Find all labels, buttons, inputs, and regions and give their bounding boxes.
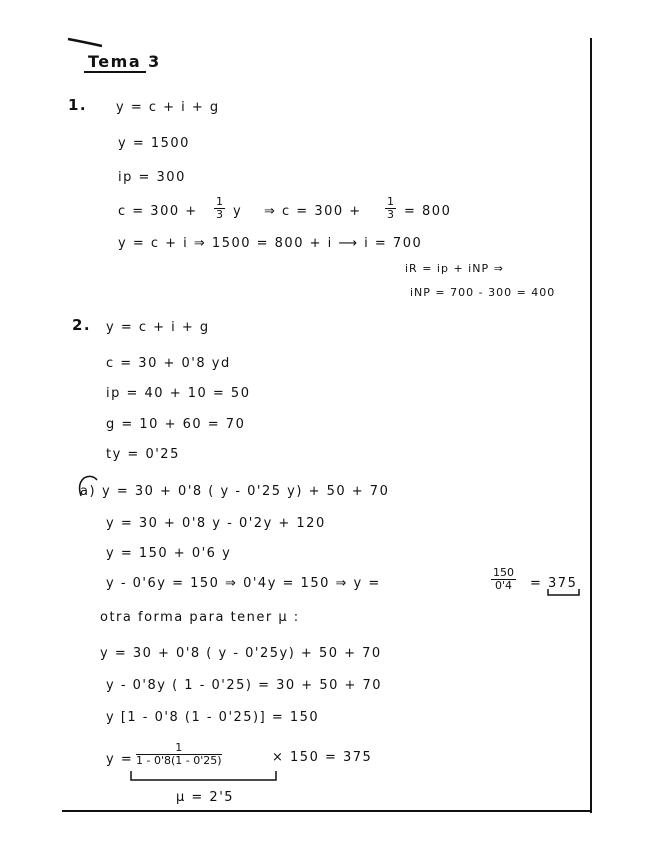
fraction-numerator: 1 <box>387 195 394 208</box>
header-stroke <box>66 36 106 50</box>
equation-line: ip = 40 + 10 = 50 <box>106 386 251 401</box>
equation-line: × 150 = 375 <box>272 750 373 765</box>
equation-line: y = 30 + 0'8 y - 0'2y + 120 <box>106 516 326 531</box>
multiplier-bracket <box>128 770 280 784</box>
fraction-numerator: 150 <box>493 566 514 579</box>
equation-line: c = 30 + 0'8 yd <box>106 356 231 371</box>
equation-line: g = 10 + 60 = 70 <box>106 417 246 432</box>
page-title: Tema 3 <box>88 52 161 71</box>
page-border-bottom <box>62 810 590 812</box>
equation-line: y = c + i + g <box>116 100 220 115</box>
equation-line: y [1 - 0'8 (1 - 0'25)] = 150 <box>106 710 320 725</box>
section-1-number: 1. <box>68 96 88 114</box>
equation-line: ty = 0'25 <box>106 447 180 462</box>
fraction-numerator: 1 <box>136 742 222 755</box>
fraction-denominator: 0'4 <box>494 579 513 592</box>
page-border-right <box>590 38 592 813</box>
equation-line: = 375 <box>530 576 578 591</box>
fraction-multiplier <box>136 742 222 767</box>
section-2-number: 2. <box>72 316 92 334</box>
equation-line: = 800 <box>404 204 452 219</box>
fraction-denominator: 3 <box>387 208 394 221</box>
fraction-denominator: 1 - 0'8(1 - 0'25) <box>136 754 222 767</box>
equation-line: otra forma para tener μ : <box>100 610 300 625</box>
fraction-one-third <box>385 196 396 221</box>
fraction-denominator: 3 <box>216 208 223 221</box>
fraction-numerator: 1 <box>216 195 223 208</box>
equation-line: y - 0'6y = 150 ⇒ 0'4y = 150 ⇒ y = <box>106 576 381 591</box>
equation-line: iR = ip + iNP ⇒ <box>405 262 504 275</box>
fraction-150-over-0-4 <box>491 567 516 592</box>
equation-line: c = 300 + <box>118 204 198 219</box>
equation-line: y = <box>106 752 134 767</box>
equation-line: y = c + i ⇒ 1500 = 800 + i ⟶ i = 700 <box>118 236 423 251</box>
equation-line: y = c + i + g <box>106 320 210 335</box>
multiplier-result: μ = 2'5 <box>176 790 235 805</box>
equation-line: y = 30 + 0'8 ( y - 0'25 y) + 50 + 70 <box>102 484 390 499</box>
equation-line: ⇒ c = 300 + <box>264 204 362 219</box>
equation-line: ip = 300 <box>118 170 186 185</box>
equation-line: iNP = 700 - 300 = 400 <box>410 286 556 299</box>
equation-line: y = 1500 <box>118 136 190 151</box>
equation-line: y - 0'8y ( 1 - 0'25) = 30 + 50 + 70 <box>106 678 383 693</box>
equation-line: y = 30 + 0'8 ( y - 0'25y) + 50 + 70 <box>100 646 382 661</box>
result-bracket <box>546 588 582 598</box>
equation-line: y <box>233 204 243 219</box>
part-a-label: a) <box>80 484 97 499</box>
part-a-circle <box>76 474 100 500</box>
title-underline <box>84 71 146 73</box>
equation-line: y = 150 + 0'6 y <box>106 546 232 561</box>
fraction-one-third <box>214 196 225 221</box>
